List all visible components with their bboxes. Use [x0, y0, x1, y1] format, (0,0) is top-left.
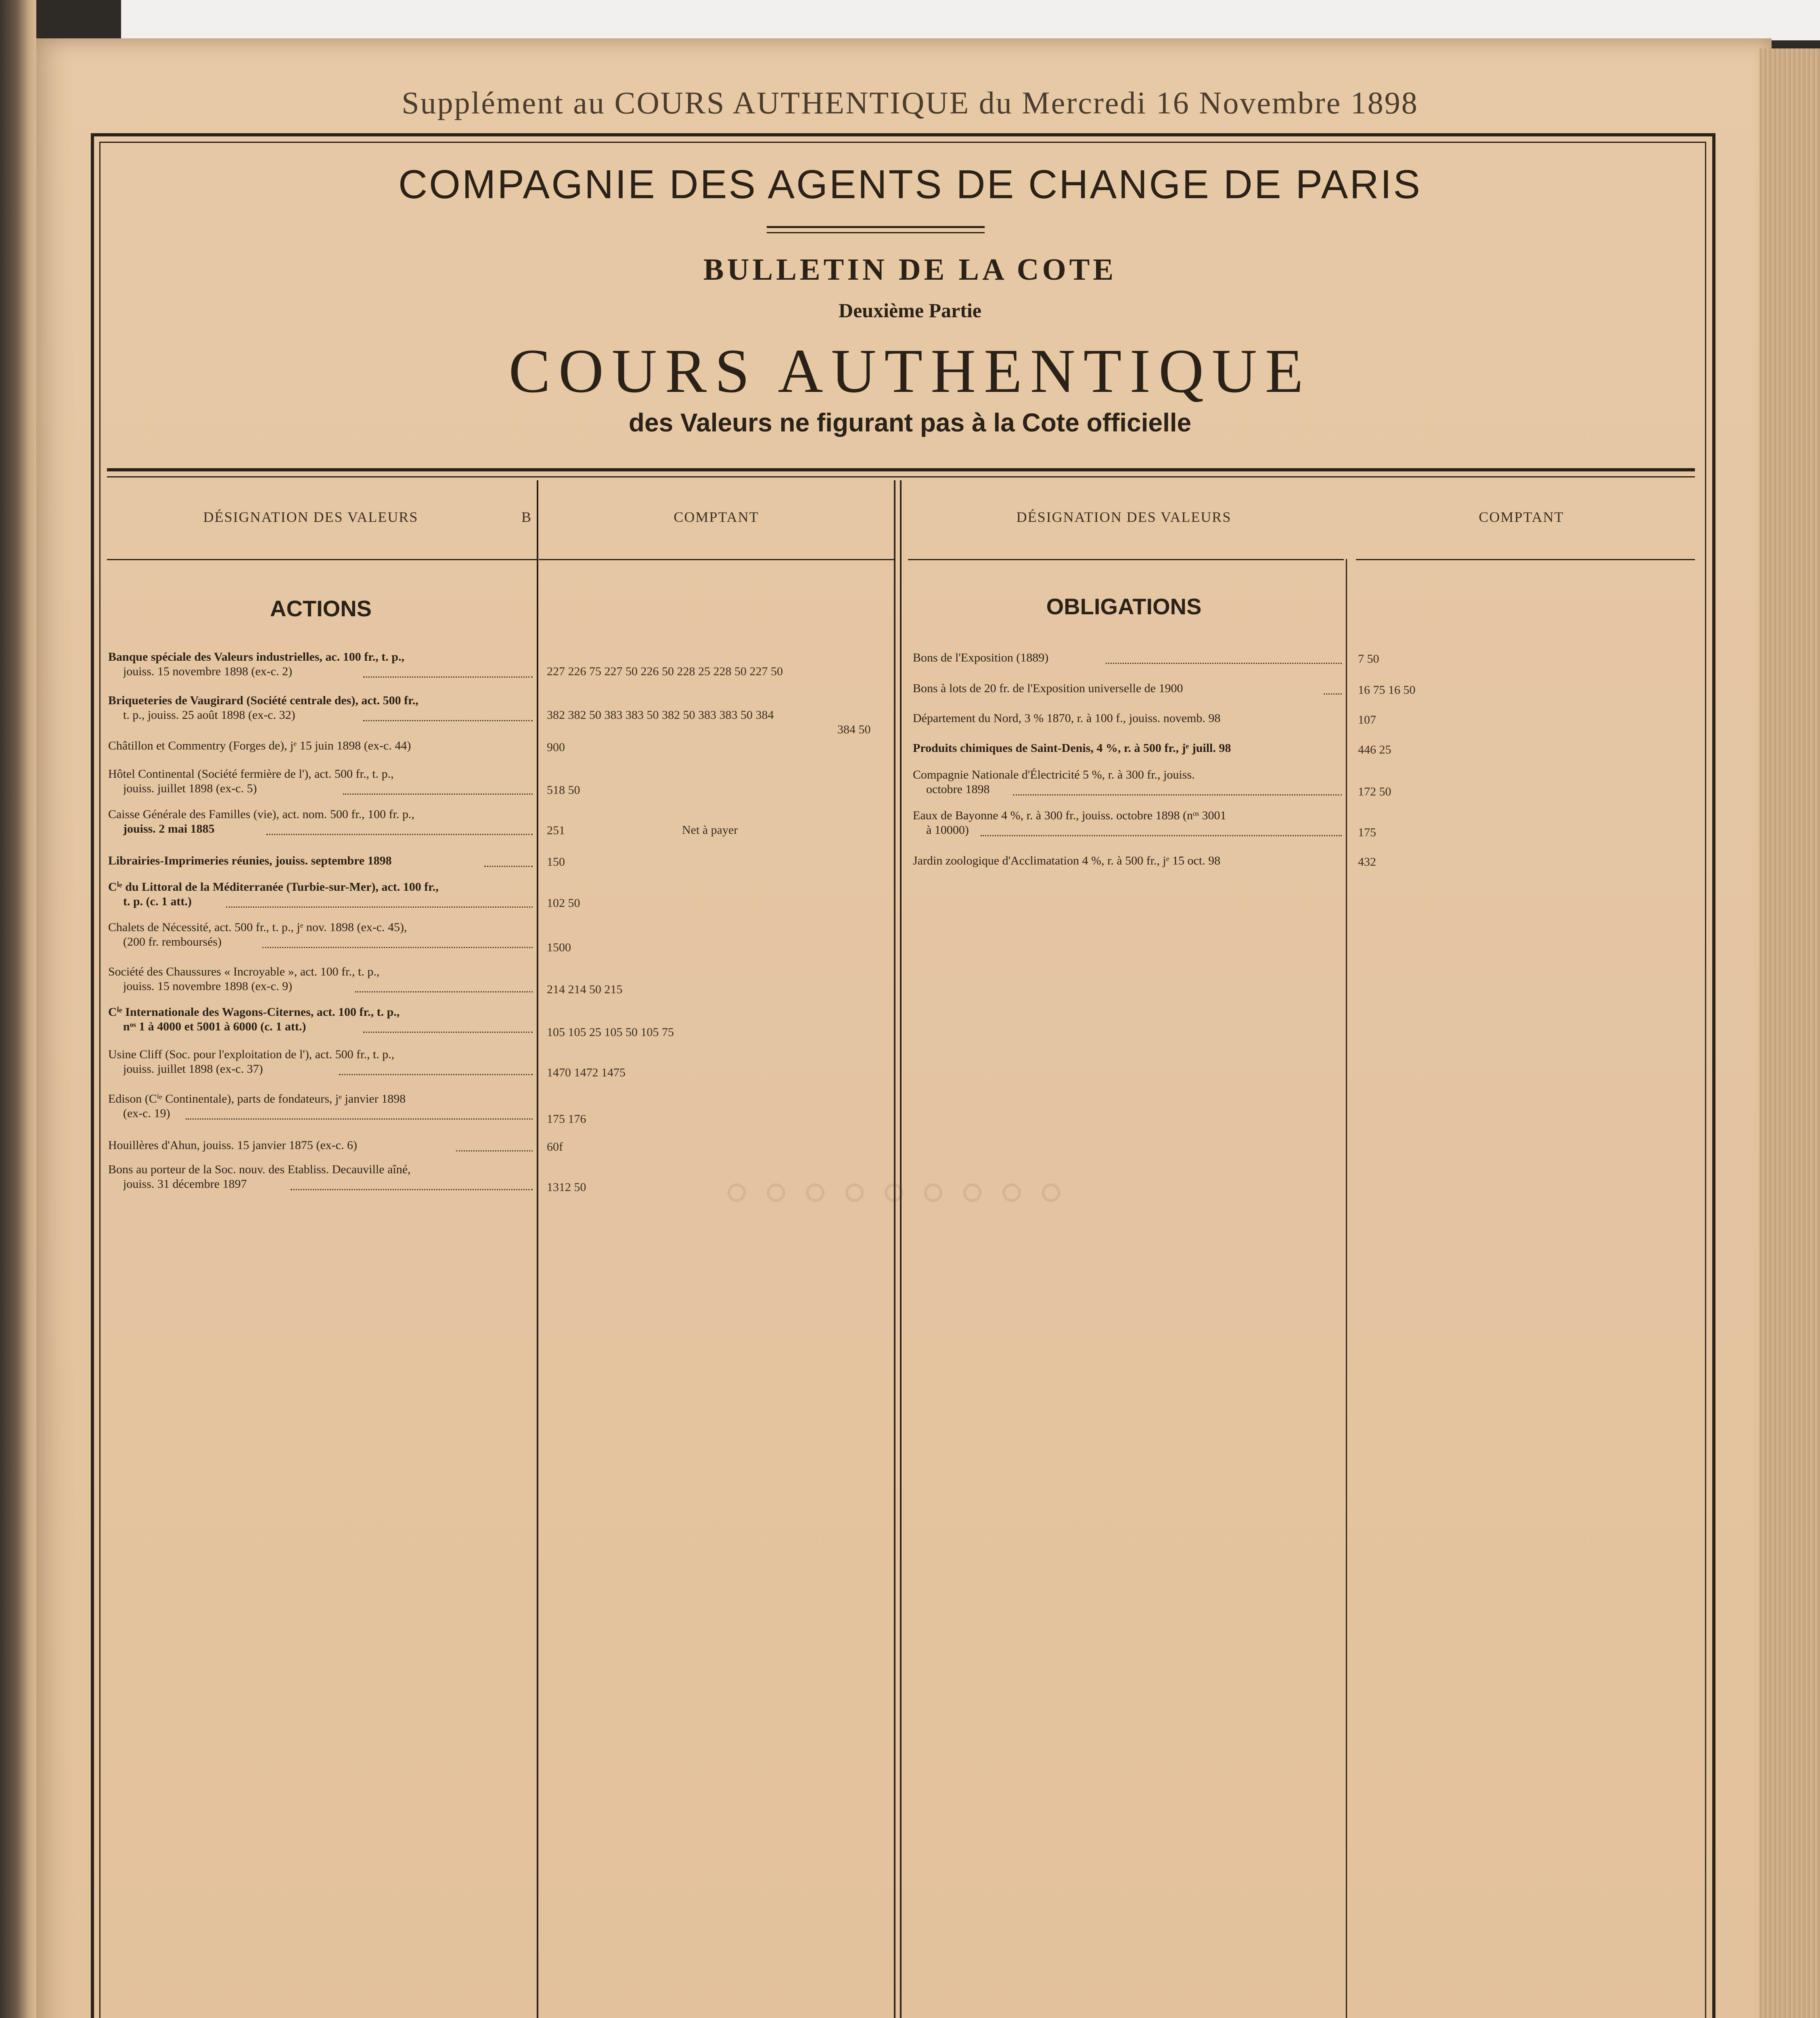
obligation-4-price: 446 25: [1358, 743, 1391, 756]
action-2-line-1: Briqueteries de Vaugirard (Société centrale des), act. 500 fr.,: [108, 694, 418, 707]
col-rule-2b: [900, 480, 902, 2018]
action-11-line-2: jouiss. juillet 1898 (ex-c. 37): [123, 1062, 263, 1076]
obligation-7-line-1: Jardin zoologique d'Acclimatation 4 %, r. à 500 fr., jᵉ 15 oct. 98: [913, 854, 1221, 867]
col-rule-2a: [894, 480, 895, 2018]
action-2-leader: [363, 720, 533, 721]
action-5-line-2: jouiss. 2 mai 1885: [123, 822, 215, 835]
obligation-1-price: 7 50: [1358, 652, 1379, 666]
action-2-price: 382 382 50 383 383 50 382 50 383 383 50 384: [547, 708, 774, 722]
title-rule-1: [767, 226, 985, 228]
col-rule-1: [537, 480, 538, 2018]
action-8-price: 1500: [547, 941, 571, 954]
action-7-leader: [226, 906, 533, 908]
designation-header-right: DÉSIGNATION DES VALEURS: [1016, 509, 1232, 525]
designation-header-left: DÉSIGNATION DES VALEURS: [203, 509, 418, 525]
obligation-6-line-2: à 10000): [926, 823, 969, 837]
supplement-line: Supplément au COURS AUTHENTIQUE du Mercredi 16 Novembre 1898: [402, 85, 1418, 120]
action-14-price: 1312 50: [547, 1181, 586, 1194]
obligation-2-line-1: Bons à lots de 20 fr. de l'Exposition universelle de 1900: [913, 682, 1183, 695]
net-a-payer-note: Net à payer: [682, 823, 738, 837]
action-9-price: 214 214 50 215: [547, 983, 623, 996]
action-12-line-1: Edison (Cⁱᵉ Continentale), parts de fondateurs, jᵉ janvier 1898: [108, 1092, 406, 1105]
action-1-line-2: jouiss. 15 novembre 1898 (ex-c. 2): [123, 665, 293, 678]
b-header: B: [521, 509, 532, 525]
action-11-price: 1470 1472 1475: [547, 1066, 625, 1079]
action-1-price: 227 226 75 227 50 226 50 228 25 228 50 227 50: [547, 665, 783, 678]
action-12-leader: [186, 1118, 533, 1120]
comptant-header-left: COMPTANT: [674, 509, 759, 525]
action-1-line-1: Banque spéciale des Valeurs industrielles, ac. 100 fr., t. p.,: [108, 650, 404, 664]
action-11-line-1: Usine Cliff (Soc. pour l'exploitation de l'), act. 500 fr., t. p.,: [108, 1048, 395, 1061]
partie-label: Deuxième Partie: [838, 299, 981, 322]
top-board: [121, 0, 1820, 40]
obligation-3-price: 107: [1358, 713, 1376, 726]
head-rule-2: [539, 559, 894, 560]
head-rule-4: [1356, 559, 1695, 560]
obligation-7-price: 432: [1358, 855, 1376, 869]
action-9-line-2: jouiss. 15 novembre 1898 (ex-c. 9): [123, 980, 293, 993]
obligation-5-line-1: Compagnie Nationale d'Électricité 5 %, r. à 300 fr., jouiss.: [913, 768, 1195, 781]
action-8-line-1: Chalets de Nécessité, act. 500 fr., t. p., jᵉ nov. 1898 (ex-c. 45),: [108, 921, 407, 934]
action-13-line-1: Houillères d'Ahun, jouiss. 15 janvier 1875 (ex-c. 6): [108, 1139, 357, 1152]
action-14-line-1: Bons au porteur de la Soc. nouv. des Etabliss. Decauville aîné,: [108, 1163, 411, 1176]
company-title: COMPAGNIE DES AGENTS DE CHANGE DE PARIS: [398, 162, 1422, 207]
header-rule-top: [107, 468, 1695, 471]
comptant-header-right: COMPTANT: [1479, 509, 1564, 525]
action-2-line-2: t. p., jouiss. 25 août 1898 (ex-c. 32): [123, 708, 295, 722]
obligation-1-line-1: Bons de l'Exposition (1889): [913, 651, 1049, 664]
action-4-leader: [343, 793, 533, 795]
action-3-price: 900: [547, 741, 565, 754]
action-5-leader: [266, 834, 533, 835]
obligation-6-line-1: Eaux de Bayonne 4 %, r. à 300 fr., jouiss. octobre 1898 (nᵒˢ 3001: [913, 809, 1226, 822]
obligation-2-leader: [1324, 693, 1342, 695]
action-10-line-1: Cⁱᵉ Internationale des Wagons-Citernes, act. 100 fr., t. p.,: [108, 1005, 400, 1019]
action-6-line-1: Librairies-Imprimeries réunies, jouiss. septembre 1898: [108, 854, 392, 867]
action-7-line-2: t. p. (c. 1 att.): [123, 895, 192, 908]
head-rule-3: [908, 559, 1344, 560]
action-7-price: 102 50: [547, 896, 580, 910]
action-6-price: 150: [547, 855, 565, 869]
cours-authentique-title: COURS AUTHENTIQUE: [508, 336, 1312, 406]
action-4-price: 518 50: [547, 783, 580, 797]
title-rule-2: [767, 232, 985, 233]
action-10-line-2: nᵒˢ 1 à 4000 et 5001 à 6000 (c. 1 att.): [123, 1020, 306, 1033]
obligation-1-leader: [1106, 663, 1342, 664]
action-12-line-2: (ex-c. 19): [123, 1107, 170, 1120]
obligation-4-line-1: Produits chimiques de Saint-Denis, 4 %, r. à 500 fr., jᵉ juill. 98: [913, 741, 1231, 755]
actions-title: ACTIONS: [270, 596, 372, 621]
action-9-leader: [355, 991, 533, 992]
action-8-line-2: (200 fr. remboursés): [123, 935, 222, 948]
action-9-line-1: Société des Chaussures « Incroyable », act. 100 fr., t. p.,: [108, 965, 380, 978]
action-1-leader: [363, 676, 533, 678]
obligation-5-line-2: octobre 1898: [926, 783, 990, 796]
obligation-5-price: 172 50: [1358, 785, 1391, 798]
cote-subtitle: des Valeurs ne figurant pas à la Cote officielle: [628, 408, 1192, 437]
bulletin-title: BULLETIN DE LA COTE: [703, 253, 1117, 287]
action-10-price: 105 105 25 105 50 105 75: [547, 1026, 674, 1039]
action-12-price: 175 176: [547, 1112, 586, 1126]
action-11-leader: [339, 1074, 533, 1075]
action-6-leader: [484, 866, 533, 867]
action-13-leader: [456, 1150, 533, 1151]
obligation-3-line-1: Département du Nord, 3 % 1870, r. à 100 f., jouiss. novemb. 98: [913, 712, 1221, 725]
obligation-2-price: 16 75 16 50: [1358, 683, 1416, 697]
head-rule-1: [107, 559, 537, 560]
header-rule-bottom: [107, 476, 1695, 477]
action-10-leader: [363, 1032, 533, 1033]
action-13-price: 60f: [547, 1140, 563, 1153]
action-2-price-continued: 384 50: [837, 723, 871, 736]
action-7-line-1: Cⁱᵉ du Littoral de la Méditerranée (Turbie-sur-Mer), act. 100 fr.,: [108, 880, 439, 894]
action-14-leader: [291, 1189, 533, 1190]
action-8-leader: [262, 947, 533, 948]
obligations-title: OBLIGATIONS: [1046, 594, 1202, 619]
action-3-line-1: Châtillon et Commentry (Forges de), jᵉ 15 juin 1898 (ex-c. 44): [108, 739, 411, 752]
bleed-through-text: ◦◦◦◦◦◦◦◦◦: [723, 1152, 1077, 1237]
action-5-line-1: Caisse Générale des Familles (vie), act. nom. 500 fr., 100 fr. p.,: [108, 808, 414, 821]
obligation-6-price: 175: [1358, 826, 1376, 839]
action-4-line-1: Hôtel Continental (Société fermière de l'), act. 500 fr., t. p.,: [108, 767, 394, 781]
action-4-line-2: jouiss. juillet 1898 (ex-c. 5): [123, 782, 257, 795]
obligation-6-leader: [981, 835, 1342, 836]
action-14-line-2: jouiss. 31 décembre 1897: [123, 1177, 247, 1191]
col-rule-3: [1346, 559, 1347, 2018]
action-5-price: 251: [547, 824, 565, 837]
obligation-5-leader: [1013, 794, 1342, 795]
